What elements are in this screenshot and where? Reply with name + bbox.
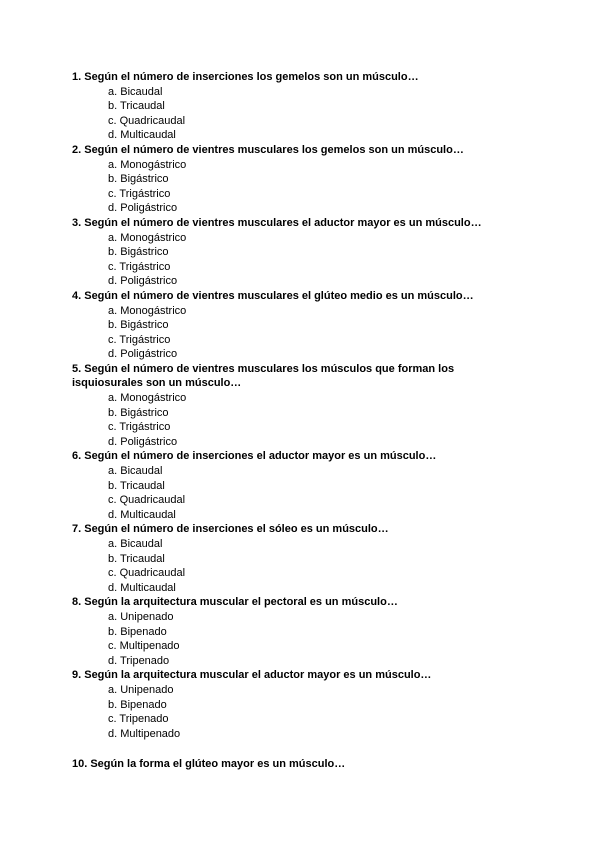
option-d: d. Poligástrico <box>108 435 178 448</box>
option-list <box>72 610 512 668</box>
question-5 <box>72 362 512 450</box>
option-d: d. Multicaudal <box>108 129 176 142</box>
option-d: d. Tripenado <box>108 654 170 667</box>
option-list <box>72 464 512 522</box>
option-c: c. Trigástrico <box>108 421 171 434</box>
option-a: a. Monogástrico <box>108 231 187 244</box>
option-a: a. Monogástrico <box>108 158 187 171</box>
option-a: a. Monogástrico <box>108 392 187 405</box>
option-b: b. Tricaudal <box>108 100 165 113</box>
question-4 <box>72 289 512 362</box>
option-d: d. Multipenado <box>108 727 181 740</box>
question-text: 8. Según la arquitectura muscular el pectoral es un músculo… <box>72 596 398 609</box>
question-text: 4. Según el número de vientres musculares el glúteo medio es un músculo… <box>72 289 474 302</box>
question-text: 2. Según el número de vientres musculares los gemelos son un músculo… <box>72 143 464 156</box>
question-2 <box>72 143 512 216</box>
question-text: 5. Según el número de vientres musculares los músculos que forman los isquiosurales son un músculo… <box>72 362 455 390</box>
option-d: d. Multicaudal <box>108 508 176 521</box>
option-list <box>72 304 512 362</box>
question-6 <box>72 449 512 522</box>
option-b: b. Tricaudal <box>108 552 165 565</box>
question-1 <box>72 70 512 143</box>
question-9 <box>72 668 512 741</box>
option-d: d. Poligástrico <box>108 202 178 215</box>
option-list <box>72 85 512 143</box>
question-3 <box>72 216 512 289</box>
question-text: 3. Según el número de vientres musculares el aductor mayor es un músculo… <box>72 216 482 229</box>
option-b: b. Tricaudal <box>108 479 165 492</box>
option-c: c. Quadricaudal <box>108 567 186 580</box>
question-10 <box>72 757 512 772</box>
option-list <box>72 537 512 595</box>
option-c: c. Tripenado <box>108 713 169 726</box>
option-list <box>72 158 512 216</box>
option-a: a. Unipenado <box>108 683 174 696</box>
option-a: a. Bicaudal <box>108 465 163 478</box>
option-list <box>72 683 512 741</box>
option-c: c. Quadricaudal <box>108 494 186 507</box>
question-text: 6. Según el número de inserciones el aductor mayor es un músculo… <box>72 450 437 463</box>
option-a: a. Unipenado <box>108 610 174 623</box>
question-text: 9. Según la arquitectura muscular el aductor mayor es un músculo… <box>72 669 432 682</box>
option-list <box>72 391 512 449</box>
option-c: c. Quadricaudal <box>108 114 186 127</box>
question-text: 1. Según el número de inserciones los gemelos son un músculo… <box>72 71 419 83</box>
option-d: d. Poligástrico <box>108 348 178 361</box>
option-c: c. Multipenado <box>108 640 180 653</box>
option-b: b. Bipenado <box>108 625 167 638</box>
option-c: c. Trigástrico <box>108 187 171 200</box>
option-a: a. Bicaudal <box>108 85 163 98</box>
option-a: a. Monogástrico <box>108 304 187 317</box>
option-a: a. Bicaudal <box>108 538 163 550</box>
option-d: d. Multicaudal <box>108 581 176 594</box>
option-b: b. Bigástrico <box>108 246 169 259</box>
question-text: 7. Según el número de inserciones el sóleo es un músculo… <box>72 523 389 536</box>
option-list <box>72 231 512 289</box>
option-d: d. Poligástrico <box>108 275 178 288</box>
question-8 <box>72 595 512 668</box>
question-7 <box>72 522 512 595</box>
option-c: c. Trigástrico <box>108 333 171 346</box>
option-b: b. Bigástrico <box>108 319 169 332</box>
option-b: b. Bipenado <box>108 698 167 711</box>
quiz-page <box>72 70 512 772</box>
option-b: b. Bigástrico <box>108 406 169 419</box>
blank-line <box>72 741 512 757</box>
option-b: b. Bigástrico <box>108 173 169 186</box>
question-text: 10. Según la forma el glúteo mayor es un músculo… <box>72 758 346 771</box>
option-c: c. Trigástrico <box>108 260 171 273</box>
